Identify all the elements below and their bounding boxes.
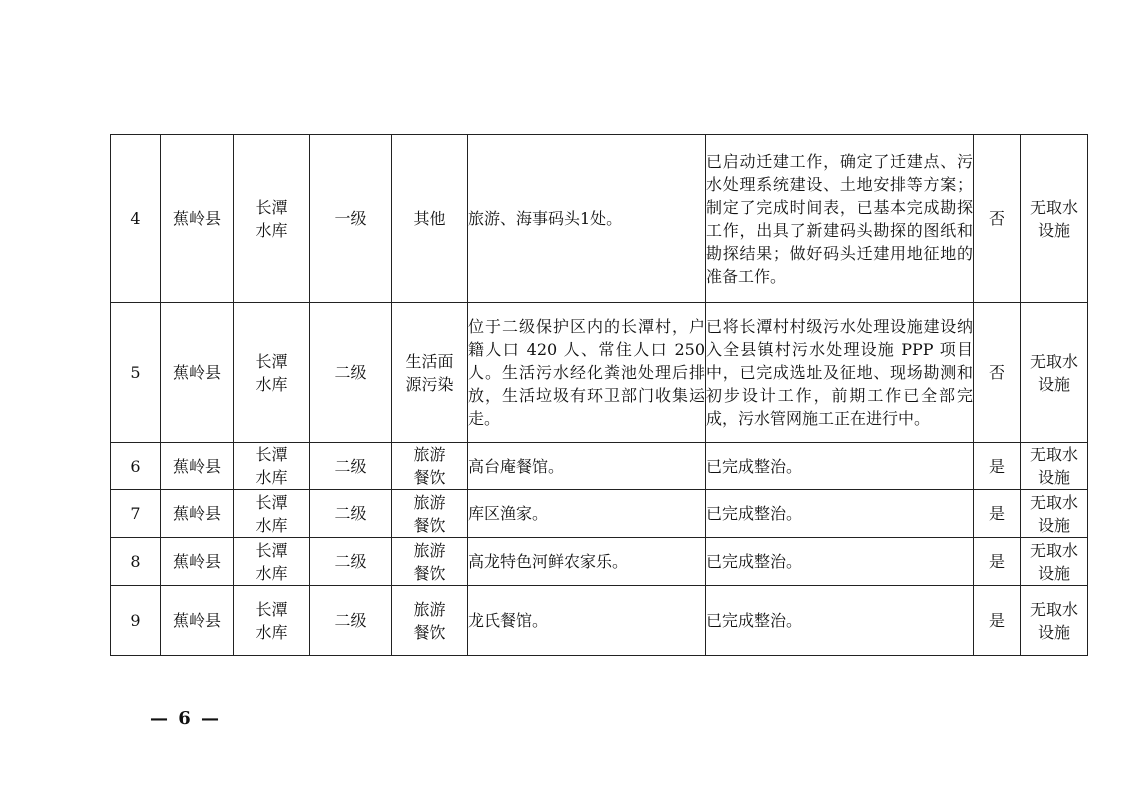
table-row: [111, 538, 1088, 586]
remark-cell: 无取水设施: [1021, 586, 1088, 656]
water-source-cell: 长潭水库: [234, 586, 310, 656]
progress-cell: 已将长潭村村级污水处理设施建设纳入全县镇村污水处理设施 PPP 项目中，已完成选址及征地、现场勘测和初步设计工作，前期工作已全部完成，污水管网施工正在进行中。: [706, 303, 974, 443]
problem-type-cell: 其他: [392, 135, 468, 303]
progress-cell: 已完成整治。: [706, 490, 974, 538]
problem-type-cell: 生活面源污染: [392, 303, 468, 443]
water-source-cell: 长潭水库: [234, 135, 310, 303]
problem-description-cell: 旅游、海事码头1处。: [468, 135, 706, 303]
county-cell: 蕉岭县: [161, 538, 234, 586]
protection-level-cell: 二级: [310, 586, 392, 656]
remark-cell: 无取水设施: [1021, 443, 1088, 490]
remark-cell: 无取水设施: [1021, 538, 1088, 586]
table-row: [111, 303, 1088, 443]
progress-cell: 已完成整治。: [706, 538, 974, 586]
water-source-cell: 长潭水库: [234, 490, 310, 538]
county-cell: 蕉岭县: [161, 303, 234, 443]
problem-type-cell: 旅游餐饮: [392, 490, 468, 538]
row-number: 5: [111, 303, 161, 443]
protection-level-cell: 二级: [310, 443, 392, 490]
progress-cell: 已启动迁建工作，确定了迁建点、污水处理系统建设、土地安排等方案；制定了完成时间表，已基本完成勘探工作，出具了新建码头勘探的图纸和勘探结果；做好码头迁建用地征地的准备工作。: [706, 135, 974, 303]
row-number: 6: [111, 443, 161, 490]
county-cell: 蕉岭县: [161, 135, 234, 303]
completed-cell: 否: [974, 303, 1021, 443]
problem-type-cell: 旅游餐饮: [392, 443, 468, 490]
table-row: [111, 135, 1088, 303]
completed-cell: 是: [974, 490, 1021, 538]
row-number: 8: [111, 538, 161, 586]
protection-level-cell: 二级: [310, 538, 392, 586]
remark-cell: 无取水设施: [1021, 490, 1088, 538]
completed-cell: 否: [974, 135, 1021, 303]
problem-type-cell: 旅游餐饮: [392, 538, 468, 586]
county-cell: 蕉岭县: [161, 443, 234, 490]
table-row: [111, 490, 1088, 538]
completed-cell: 是: [974, 443, 1021, 490]
water-source-cell: 长潭水库: [234, 538, 310, 586]
county-cell: 蕉岭县: [161, 586, 234, 656]
problem-description-cell: 高台庵餐馆。: [468, 443, 706, 490]
table-row: [111, 443, 1088, 490]
progress-cell: 已完成整治。: [706, 586, 974, 656]
protection-level-cell: 二级: [310, 303, 392, 443]
problem-description-cell: 位于二级保护区内的长潭村，户籍人口 420 人、常住人口 250 人。生活污水经化粪池处理后排放，生活垃圾有环卫部门收集运走。: [468, 303, 706, 443]
completed-cell: 是: [974, 586, 1021, 656]
remark-cell: 无取水设施: [1021, 303, 1088, 443]
problem-description-cell: 库区渔家。: [468, 490, 706, 538]
row-number: 4: [111, 135, 161, 303]
protection-level-cell: 二级: [310, 490, 392, 538]
row-number: 9: [111, 586, 161, 656]
problem-description-cell: 龙氏餐馆。: [468, 586, 706, 656]
table-row: [111, 586, 1088, 656]
rectification-table: [110, 134, 1088, 656]
row-number: 7: [111, 490, 161, 538]
water-source-cell: 长潭水库: [234, 303, 310, 443]
completed-cell: 是: [974, 538, 1021, 586]
remark-cell: 无取水设施: [1021, 135, 1088, 303]
page-number: — 6 —: [150, 708, 222, 729]
protection-level-cell: 一级: [310, 135, 392, 303]
county-cell: 蕉岭县: [161, 490, 234, 538]
progress-cell: 已完成整治。: [706, 443, 974, 490]
problem-type-cell: 旅游餐饮: [392, 586, 468, 656]
water-source-cell: 长潭水库: [234, 443, 310, 490]
problem-description-cell: 高龙特色河鲜农家乐。: [468, 538, 706, 586]
